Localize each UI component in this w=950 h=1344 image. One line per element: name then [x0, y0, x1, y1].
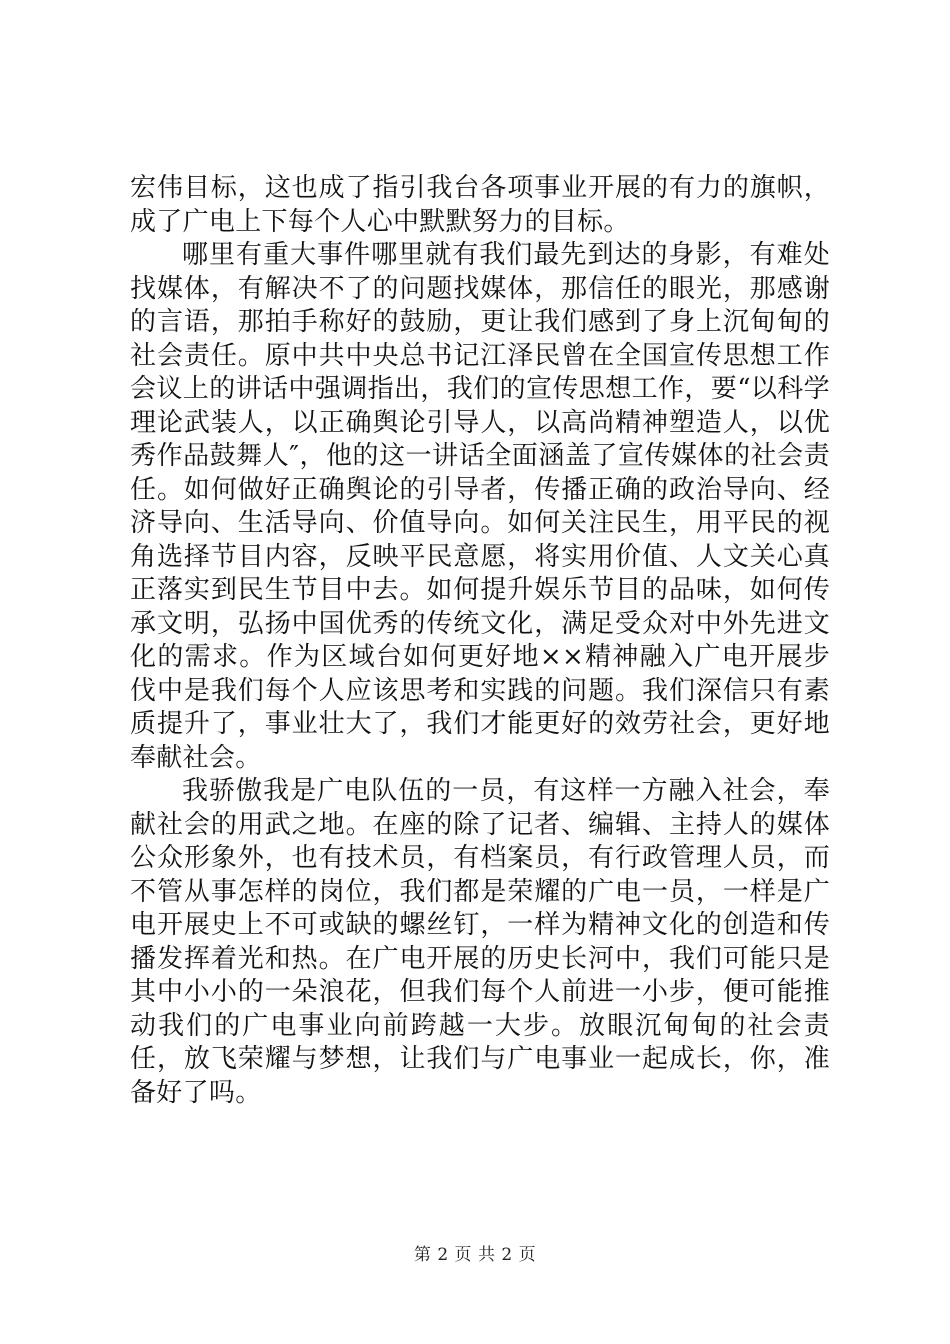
- document-body: [130, 172, 830, 1110]
- paragraph-3: 我骄傲我是广电队伍的一员，有这样一方融入社会，奉献社会的用武之地。在座的除了记者、编辑、主持人的媒体公众形象外，也有技术员，有档案员，有行政管理人员，而不管从事怎样的岗位，我们都是荣耀的广电一员，一样是广电开展史上不可或缺的螺丝钉，一样为精神文化的创造和传播发挥着光和热。在广电开展的历史长河中，我们可能只是其中小小的一朵浪花，但我们每个人前进一小步，便可能推动我们的广电事业向前跨越一大步。放眼沉甸甸的社会责任，放飞荣耀与梦想，让我们与广电事业一起成长，你，准备好了吗。: [130, 776, 830, 1108]
- paragraph-2: 哪里有重大事件哪里就有我们最先到达的身影，有难处找媒体，有解决不了的问题找媒体，那信任的眼光，那感谢的言语，那拍手称好的鼓励，更让我们感到了身上沉甸甸的社会责任。原中共中央总书记江泽民曾在全国宣传思想工作会议上的讲话中强调指出，我们的宣传思想工作，要“以科学理论武装人，以正确舆论引导人，以高尚精神塑造人，以优秀作品鼓舞人″，他的这一讲话全面涵盖了宣传媒体的社会责任。如何做好正确舆论的引导者，传播正确的政治导向、经济导向、生活导向、价值导向。如何关注民生，用平民的视角选择节目内容，反映平民意愿，将实用价值、人文关心真正落实到民生节目中去。如何提升娱乐节目的品味，如何传承文明，弘扬中国优秀的传统文化，满足受众对中外先进文化的需求。作为区域台如何更好地××精神融入广电开展步伐中是我们每个人应该思考和实践的问题。我们深信只有素质提升了，事业壮大了，我们才能更好的效劳社会，更好地奉献社会。: [130, 240, 830, 773]
- paragraph-1: 宏伟目标，这也成了指引我台各项事业开展的有力的旗帜，成了广电上下每个人心中默默努力的目标。: [130, 173, 830, 237]
- page-footer: 第 2 页 共 2 页: [413, 1245, 537, 1265]
